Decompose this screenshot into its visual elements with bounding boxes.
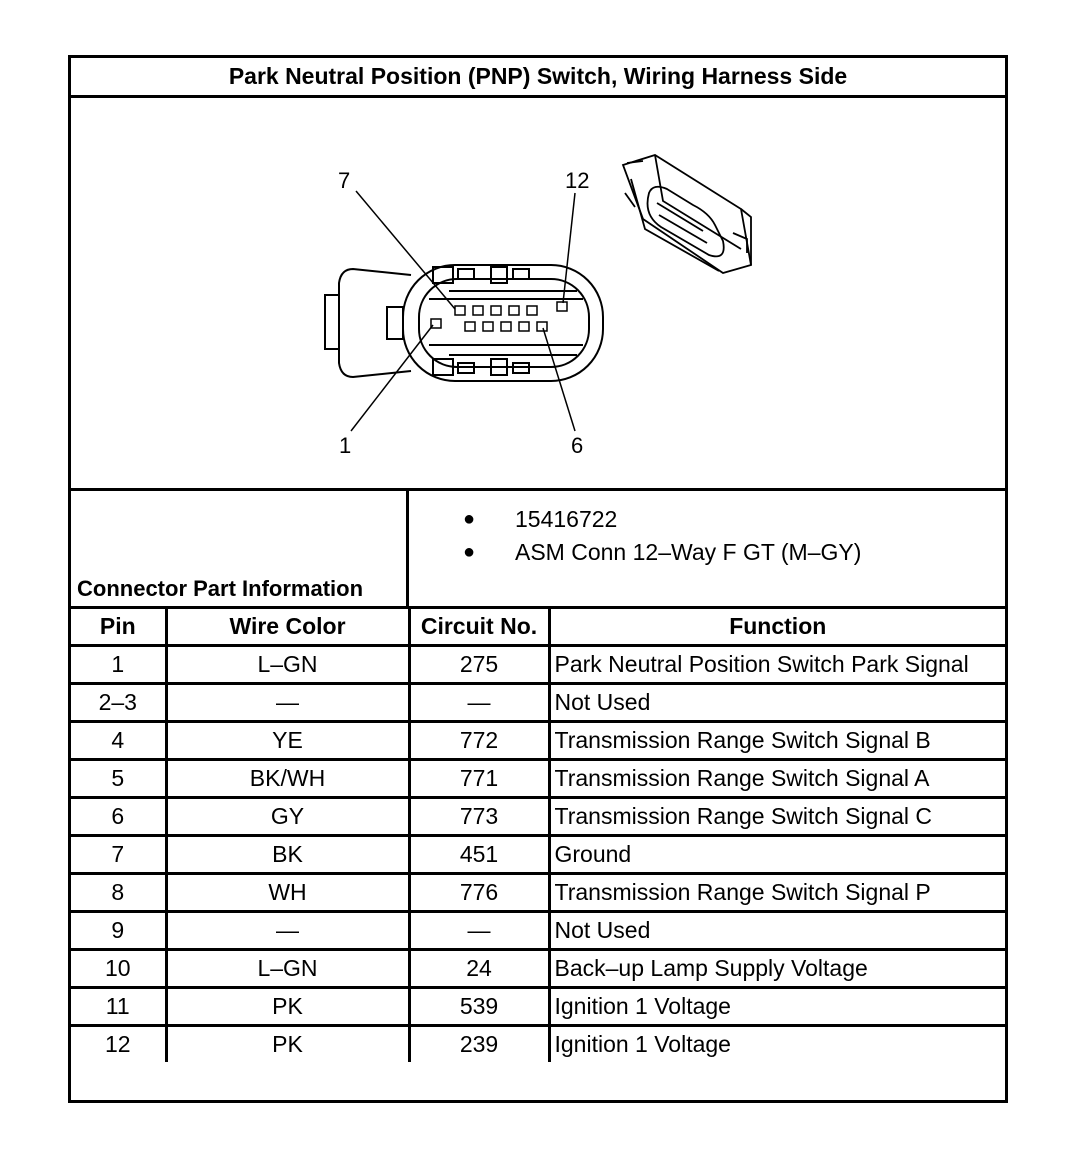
table-row: [71, 798, 1005, 836]
cell-circuit-no: 771: [409, 760, 549, 798]
callout-pin-7: 7: [338, 168, 351, 193]
connector-sheet: [68, 55, 1008, 1103]
cell-function: Back–up Lamp Supply Voltage: [549, 950, 1005, 988]
cell-pin: 4: [71, 722, 166, 760]
table-row: [71, 722, 1005, 760]
table-header-row: [71, 609, 1005, 646]
cell-function: Transmission Range Switch Signal P: [549, 874, 1005, 912]
cell-function: Transmission Range Switch Signal B: [549, 722, 1005, 760]
cell-function: Transmission Range Switch Signal C: [549, 798, 1005, 836]
cell-circuit-no: 239: [409, 1026, 549, 1063]
cell-pin: 1: [71, 646, 166, 684]
table-row: [71, 912, 1005, 950]
callout-pin-1: 1: [339, 433, 352, 458]
cell-pin: 10: [71, 950, 166, 988]
cell-circuit-no: 776: [409, 874, 549, 912]
table-row: [71, 646, 1005, 684]
cell-pin: 2–3: [71, 684, 166, 722]
header-circuit-no: Circuit No.: [409, 609, 549, 646]
header-pin: Pin: [71, 609, 166, 646]
part-info-item: ● 15416722: [463, 503, 861, 536]
header-wire-color: Wire Color: [166, 609, 409, 646]
cell-circuit-no: —: [409, 684, 549, 722]
cell-function: Transmission Range Switch Signal A: [549, 760, 1005, 798]
cell-wire-color: YE: [166, 722, 409, 760]
cell-pin: 9: [71, 912, 166, 950]
connector-diagram: [71, 98, 1005, 491]
cell-wire-color: GY: [166, 798, 409, 836]
cell-pin: 6: [71, 798, 166, 836]
cell-wire-color: BK: [166, 836, 409, 874]
cell-function: Not Used: [549, 912, 1005, 950]
cell-pin: 8: [71, 874, 166, 912]
cell-circuit-no: 772: [409, 722, 549, 760]
cell-pin: 11: [71, 988, 166, 1026]
pinout-table: [71, 609, 1005, 1062]
cell-function: Ignition 1 Voltage: [549, 988, 1005, 1026]
bullet-icon: ●: [463, 541, 476, 563]
table-row: [71, 988, 1005, 1026]
header-function: Function: [549, 609, 1005, 646]
cell-function: Ignition 1 Voltage: [549, 1026, 1005, 1063]
pin-cavities: [431, 302, 567, 331]
table-row: [71, 1026, 1005, 1063]
cell-circuit-no: 539: [409, 988, 549, 1026]
cell-pin: 12: [71, 1026, 166, 1063]
part-info-list: [463, 503, 861, 569]
connector-latch: [325, 269, 411, 377]
cell-circuit-no: 24: [409, 950, 549, 988]
cell-circuit-no: 773: [409, 798, 549, 836]
cell-circuit-no: —: [409, 912, 549, 950]
table-row: [71, 760, 1005, 798]
cell-circuit-no: 451: [409, 836, 549, 874]
table-row: [71, 684, 1005, 722]
page-title: Park Neutral Position (PNP) Switch, Wiring Harness Side: [71, 58, 1005, 98]
cell-pin: 7: [71, 836, 166, 874]
table-row: [71, 836, 1005, 874]
cell-circuit-no: 275: [409, 646, 549, 684]
connector-3d-view: [623, 155, 751, 273]
connector-part-info: [71, 491, 1005, 609]
callout-pin-6: 6: [571, 433, 584, 458]
cell-wire-color: L–GN: [166, 646, 409, 684]
cell-wire-color: —: [166, 684, 409, 722]
cell-function: Park Neutral Position Switch Park Signal: [549, 646, 1005, 684]
part-info-label: Connector Part Information: [77, 576, 364, 601]
cell-function: Ground: [549, 836, 1005, 874]
table-row: [71, 950, 1005, 988]
cell-wire-color: BK/WH: [166, 760, 409, 798]
table-row: [71, 874, 1005, 912]
cell-wire-color: PK: [166, 1026, 409, 1063]
cell-wire-color: —: [166, 912, 409, 950]
cell-pin: 5: [71, 760, 166, 798]
cell-wire-color: WH: [166, 874, 409, 912]
cell-wire-color: L–GN: [166, 950, 409, 988]
callout-pin-12: 12: [565, 168, 590, 193]
part-info-item: ● ASM Conn 12–Way F GT (M–GY): [463, 536, 861, 569]
bullet-icon: ●: [463, 508, 476, 530]
cell-wire-color: PK: [166, 988, 409, 1026]
part-info-label-cell: [71, 491, 409, 606]
cell-function: Not Used: [549, 684, 1005, 722]
